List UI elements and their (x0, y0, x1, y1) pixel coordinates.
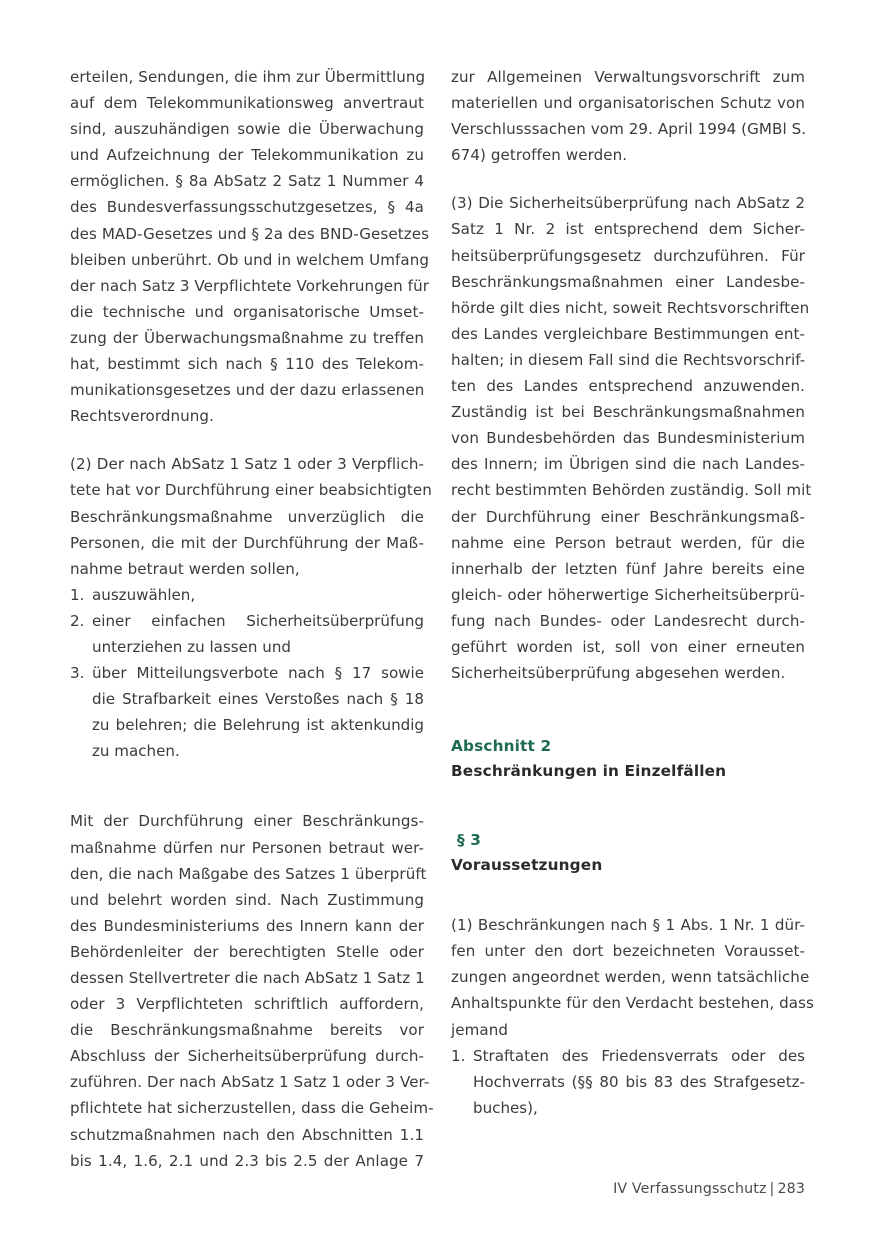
text-line: des Innern; im Übrigen sind die nach Landes- (451, 455, 805, 474)
paragraph-absatz-1 (451, 912, 814, 1042)
text-line: gleich- oder höherwertige Sicherheitsüberprü- (451, 585, 805, 604)
section-title-heading: Beschränkungen in Einzelfällen (451, 762, 727, 781)
footer-section-label: IV Verfassungsschutz (613, 1181, 767, 1197)
text-line: von Bundesbehörden das Bundesministerium (451, 429, 805, 448)
text-line: zu machen. (92, 742, 180, 761)
right-column (451, 64, 814, 1121)
paragraph-title-heading: Voraussetzungen (451, 856, 603, 875)
text-line: des Landes vergleichbare Bestimmungen ent- (451, 324, 805, 343)
text-line: (2) Der nach AbSatz 1 Satz 1 oder 3 Verpflich- (70, 455, 424, 474)
text-line: bis 1.4, 1.6, 2.1 und 2.3 bis 2.5 der Anlage 7 (70, 1151, 424, 1170)
two-column-body (70, 64, 814, 1170)
list-item (451, 1043, 805, 1121)
text-line: des MAD-Gesetzes und § 2a des BND-Gesetzes (70, 224, 430, 243)
heading-spacer (451, 784, 805, 828)
text-line: und belehrt worden sind. Nach Zustimmung (70, 890, 424, 909)
text-line: erteilen, Sendungen, die ihm zur Übermittlung (70, 68, 426, 86)
list-item (70, 660, 424, 764)
paragraph-continuation (70, 64, 430, 429)
text-line: des Bundesministeriums des Innern kann der (70, 916, 424, 935)
text-line: zung der Überwachungsmaßnahme zu treffen (70, 328, 424, 347)
heading-spacer (451, 708, 805, 734)
text-line: jemand (451, 1020, 509, 1039)
text-line: Beschränkungsmaßnahmen einer Landesbe- (451, 272, 805, 291)
paragraph-absatz-2 (70, 451, 432, 581)
text-line: nahme betraut werden sollen, (70, 559, 300, 578)
text-line: die Strafbarkeit eines Verstoßes nach § 18 (92, 690, 424, 709)
footer-separator: | (769, 1181, 775, 1197)
text-line: unterziehen zu lassen und (92, 637, 291, 656)
text-line: innerhalb der letzten fünf Jahre bereits eine (451, 559, 805, 578)
list-marker: 1. (451, 1046, 466, 1065)
text-line: zungen angeordnet werden, wenn tatsächliche (451, 968, 810, 987)
text-line: fung nach Bundes- oder Landesrecht durch- (451, 611, 805, 630)
heading-spacer (451, 878, 805, 912)
text-line: Straftaten des Friedensverrats oder des (473, 1046, 805, 1065)
text-line: Anhaltspunkte für den Verdacht bestehen, dass (451, 994, 814, 1013)
text-line: (3) Die Sicherheitsüberprüfung nach AbSatz 2 (451, 194, 805, 213)
list-marker: 3. (70, 664, 85, 683)
text-line: Verschlusssachen vom 29. April 1994 (GMBl S. (451, 120, 807, 139)
text-line: fen unter den dort bezeichneten Vorausset- (451, 942, 805, 961)
text-line: buches), (473, 1098, 538, 1117)
list-marker: 1. (70, 585, 85, 604)
text-line: Sicherheitsüberprüfung abgesehen werden. (451, 664, 786, 683)
text-line: hörde gilt dies nicht, soweit Rechtsvorschriften (451, 298, 810, 317)
text-line: zur Allgemeinen Verwaltungsvorschrift zum (451, 68, 805, 86)
text-line: des Bundesverfassungsschutzgesetzes, § 4a (70, 198, 424, 217)
text-line: nahme eine Person betraut werden, für die (451, 533, 805, 552)
ordered-list-absatz-1 (451, 1043, 805, 1121)
text-line: Beschränkungsmaßnahme unverzüglich die (70, 507, 424, 526)
text-line: die Beschränkungsmaßnahme bereits vor (70, 1021, 424, 1040)
text-line: pflichtete hat sicherzustellen, dass die Geheim- (70, 1099, 434, 1118)
list-marker: 2. (70, 611, 85, 630)
text-line: zu belehren; die Belehrung ist aktenkundig (92, 716, 424, 735)
text-line: geführt worden ist, soll von einer erneuten (451, 637, 805, 656)
text-line: den, die nach Maßgabe des Satzes 1 überprüft (70, 864, 427, 883)
section-number-heading: Abschnitt 2 (451, 737, 552, 756)
paragraph-spacer (70, 786, 424, 808)
paragraph-absatz-3 (451, 190, 812, 686)
text-line: munikationsgesetzes und der dazu erlassenen (70, 381, 425, 400)
text-line: der Durchführung einer Beschränkungsmaß- (451, 507, 805, 526)
text-line: sind, auszuhändigen sowie die Überwachung (70, 120, 424, 139)
text-line: schutzmaßnahmen nach den Abschnitten 1.1 (70, 1125, 424, 1144)
text-line: zuführen. Der nach AbSatz 1 Satz 1 oder 3 Ver- (70, 1073, 430, 1092)
text-line: Zuständig ist bei Beschränkungsmaßnahmen (451, 403, 805, 422)
text-line: hat, bestimmt sich nach § 110 des Telekom- (70, 355, 424, 374)
text-line: tete hat vor Durchführung einer beabsichtigten (70, 481, 432, 500)
page-number: 283 (777, 1181, 805, 1197)
text-line: Personen, die mit der Durchführung der Maß- (70, 533, 424, 552)
text-line: Abschluss der Sicherheitsüberprüfung durch- (70, 1047, 424, 1066)
text-line: oder 3 Verpflichteten schriftlich auffordern, (70, 995, 424, 1014)
text-line: heitsüberprüfungsgesetz durchzuführen. Für (451, 246, 805, 265)
text-line: auf dem Telekommunikationsweg anvertraut (70, 94, 424, 113)
text-line: ten des Landes entsprechend anzuwenden. (451, 377, 805, 396)
text-line: halten; in diesem Fall sind die Rechtsvorschrif- (451, 350, 806, 369)
text-line: Satz 1 Nr. 2 ist entsprechend dem Sicher- (451, 220, 805, 239)
text-line: Rechtsverordnung. (70, 407, 214, 426)
paragraph-number-heading: § 3 (457, 831, 482, 850)
text-line: über Mitteilungsverbote nach § 17 sowie (92, 664, 424, 683)
text-line: 674) getroffen werden. (451, 146, 628, 165)
text-line: ermöglichen. § 8a AbSatz 2 Satz 1 Nummer 4 (70, 172, 424, 191)
text-line: recht bestimmten Behörden zuständig. Soll mit (451, 481, 812, 500)
text-line: Mit der Durchführung einer Beschränkungs- (70, 812, 424, 831)
text-line: (1) Beschränkungen nach § 1 Abs. 1 Nr. 1 dür- (451, 916, 805, 935)
left-column (70, 64, 434, 1174)
list-item (70, 608, 424, 660)
page-footer (613, 1179, 805, 1199)
text-line: Behördenleiter der berechtigten Stelle oder (70, 942, 424, 961)
text-line: dessen Stellvertreter die nach AbSatz 1 Satz 1 (70, 969, 425, 987)
list-item (70, 582, 424, 608)
paragraph-continuation (451, 64, 805, 168)
ordered-list-absatz-2 (70, 582, 424, 765)
text-line: materiellen und organisatorischen Schutz von (451, 94, 805, 113)
text-line: der nach Satz 3 Verpflichtete Vorkehrungen für (70, 276, 429, 295)
text-line: Hochverrats (§§ 80 bis 83 des Strafgesetz- (473, 1072, 805, 1091)
text-line: und Aufzeichnung der Telekommunikation zu (70, 146, 424, 165)
paragraph-durchfuehrung (70, 808, 434, 1173)
text-line: maßnahme dürfen nur Personen betraut wer- (70, 838, 424, 857)
text-line: die technische und organisatorische Umset- (70, 302, 424, 321)
text-line: bleiben unberührt. Ob und in welchem Umfang (70, 250, 430, 269)
text-line: einer einfachen Sicherheitsüberprüfung (92, 611, 424, 630)
text-line: auszuwählen, (92, 585, 196, 604)
